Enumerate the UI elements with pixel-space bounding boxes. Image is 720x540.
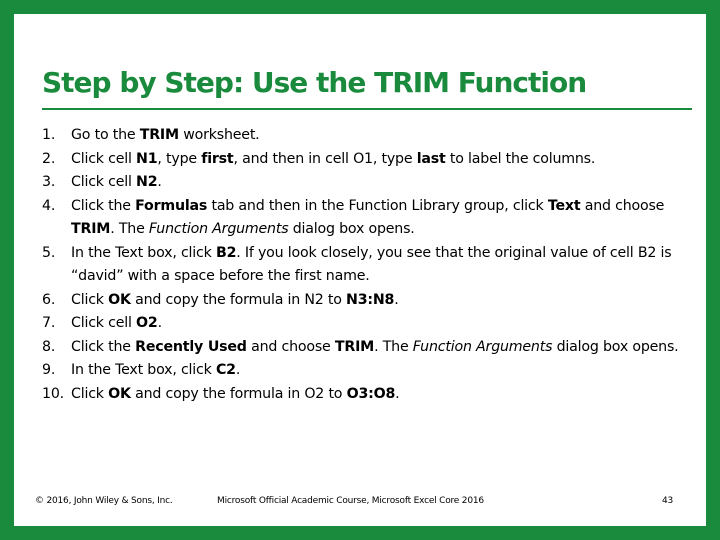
bold-term: OK — [108, 291, 131, 308]
step-text-run: In the Text box, click — [71, 244, 216, 261]
step-text-run: Go to the — [71, 127, 140, 143]
step-text — [71, 315, 162, 331]
bold-term: TRIM — [139, 127, 179, 143]
bold-term: N2 — [136, 174, 158, 190]
step-item — [42, 171, 682, 195]
footer-course: Microsoft Official Academic Course, Microsoft Excel Core 2016 — [217, 496, 484, 506]
step-number: 3. — [42, 174, 56, 190]
bold-term: O2 — [136, 315, 158, 331]
step-number: 7. — [42, 315, 56, 331]
bold-term: TRIM — [71, 221, 111, 237]
step-text-run: In the Text box, click — [71, 362, 216, 378]
step-text — [71, 174, 162, 190]
step-text-run: . — [157, 315, 162, 331]
step-text-run: worksheet. — [178, 127, 260, 143]
step-text-run: . — [395, 385, 400, 402]
bold-term: B2 — [215, 244, 237, 261]
bold-term: TRIM — [334, 338, 375, 355]
step-number: 2. — [42, 150, 56, 167]
step-text-run: Click — [71, 291, 109, 308]
bold-term: OK — [108, 385, 131, 402]
step-text — [71, 339, 678, 355]
step-item — [42, 124, 682, 148]
step-item — [42, 336, 682, 360]
step-item — [42, 148, 682, 172]
step-number: 9. — [42, 362, 56, 378]
step-number: 8. — [42, 338, 56, 355]
bold-term: O3:O8 — [346, 385, 396, 402]
step-text — [71, 127, 260, 143]
page-number: 43 — [662, 496, 674, 506]
step-text-run: . — [394, 291, 399, 308]
step-text-run: to label the columns. — [445, 150, 596, 167]
step-text-run: Click the — [71, 197, 136, 214]
step-number: 6. — [42, 291, 56, 308]
step-item — [42, 312, 682, 336]
step-text — [71, 151, 595, 167]
step-text-run: . — [157, 174, 162, 190]
step-text-run: dialog box opens. — [288, 221, 415, 237]
bold-term: C2 — [215, 362, 236, 378]
bold-term: Formulas — [135, 197, 208, 214]
bold-term: first — [201, 150, 234, 167]
steps-list — [42, 124, 682, 406]
step-item — [42, 359, 682, 383]
step-number: 10. — [42, 385, 64, 402]
step-text-run: . If you look closely, you see that the original value of cell B2 is “david” with a space before the first name. — [71, 244, 672, 284]
step-text-run: dialog box opens. — [552, 338, 679, 355]
step-text-run: and choose — [580, 197, 665, 214]
step-text-run: Click cell — [71, 315, 137, 331]
step-text-run: , and then in cell O1, type — [233, 150, 417, 167]
step-text — [71, 245, 671, 285]
step-item — [42, 289, 682, 313]
step-text-run: Click — [71, 385, 109, 402]
step-text-run: Click cell — [71, 174, 137, 190]
step-number: 1. — [42, 127, 56, 143]
step-text-run: tab and then in the Function Library group, click — [207, 197, 548, 214]
step-text — [71, 198, 664, 238]
step-text-run: Click cell — [71, 150, 137, 167]
italic-term: Function Arguments — [148, 221, 289, 237]
step-text — [71, 386, 399, 402]
step-text — [71, 362, 240, 378]
bold-term: Text — [547, 197, 581, 214]
step-text-run: and copy the formula in O2 to — [130, 385, 347, 402]
step-text-run: . — [235, 362, 241, 378]
step-number: 5. — [42, 244, 56, 261]
italic-term: Function Arguments — [412, 338, 553, 355]
step-item — [42, 242, 682, 289]
step-item — [42, 195, 682, 242]
bold-term: Recently Used — [135, 338, 247, 355]
step-text — [71, 292, 399, 308]
bold-term: N3:N8 — [346, 291, 395, 308]
step-text-run: Click the — [71, 338, 136, 355]
step-item — [42, 383, 682, 407]
step-text-run: . The — [110, 221, 149, 237]
step-text-run: , type — [157, 150, 202, 167]
bold-term: N1 — [136, 150, 158, 167]
bold-term: last — [416, 150, 446, 167]
step-text-run: and choose — [246, 338, 335, 355]
footer-copyright: © 2016, John Wiley & Sons, Inc. — [35, 496, 173, 506]
slide-title: Step by Step: Use the TRIM Function — [42, 66, 587, 99]
step-number: 4. — [42, 197, 56, 214]
title-divider — [42, 108, 692, 110]
step-text-run: . The — [374, 338, 413, 355]
step-text-run: and copy the formula in N2 to — [130, 291, 347, 308]
